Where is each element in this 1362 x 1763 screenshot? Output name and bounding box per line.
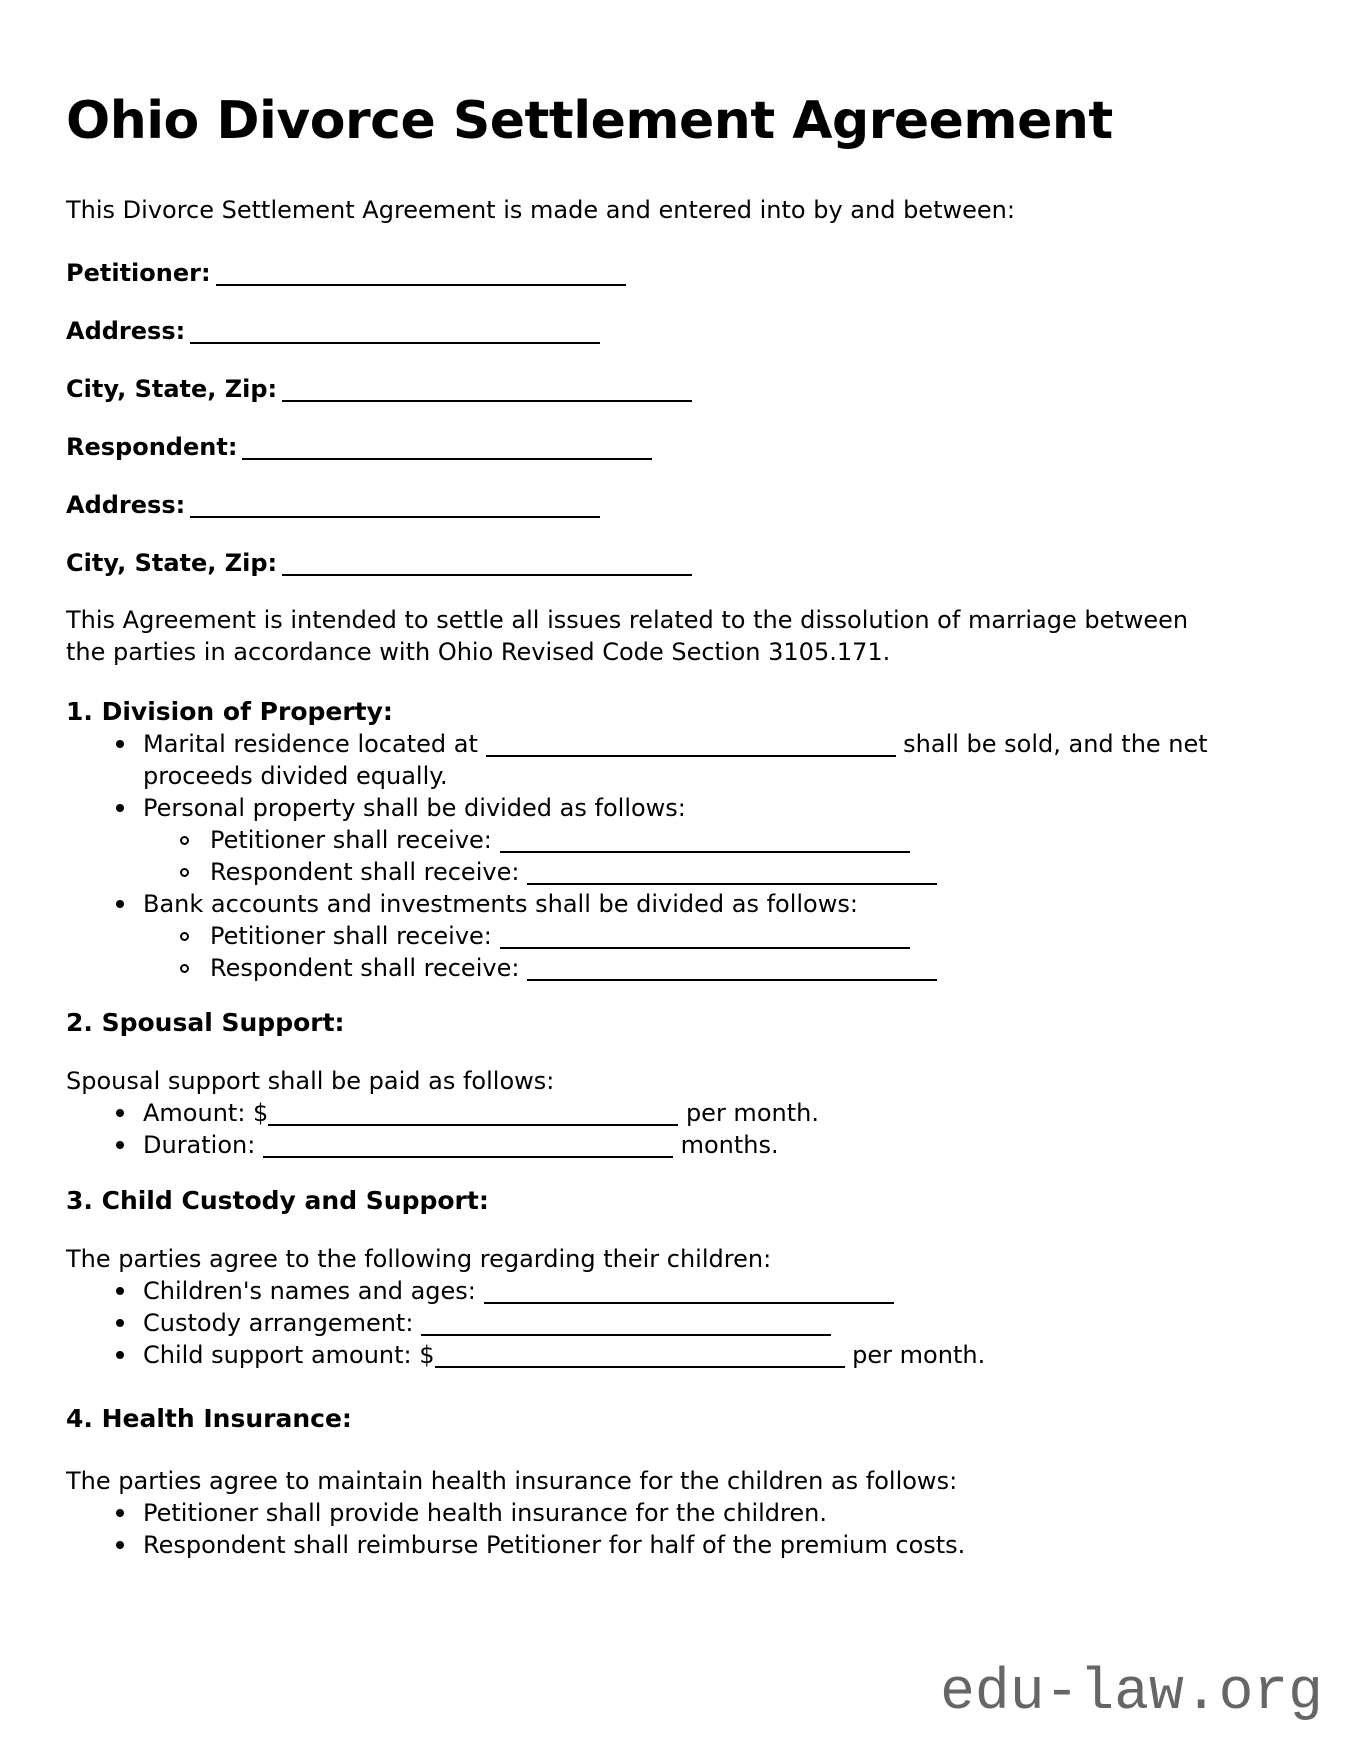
section-heading-division-of-property: 1. Division of Property: [66, 697, 393, 726]
personal-respondent-label: Respondent shall receive: [210, 858, 520, 886]
bullet-health-petitioner: Petitioner shall provide health insurance for the children. [66, 1497, 1277, 1529]
section-heading-child-custody: 3. Child Custody and Support: [66, 1186, 489, 1215]
amount-blank-line [268, 1098, 678, 1126]
page-title: Ohio Divorce Settlement Agreement [66, 91, 1113, 151]
child-support-blank-line [435, 1340, 845, 1368]
health-list [66, 1497, 1277, 1561]
marital-post-text: shall be sold, and the net proceeds divided equally. [143, 730, 1208, 790]
amount-label: Amount: $ [143, 1099, 269, 1127]
custody-list [66, 1275, 1277, 1371]
bullet-marital-residence [66, 728, 1277, 792]
intro-paragraph: This Divorce Settlement Agreement is made and entered into by and between: [66, 196, 1015, 224]
field-respondent [66, 431, 1277, 463]
marital-residence-blank-line [486, 729, 896, 757]
bank-petitioner-blank-line [500, 921, 910, 949]
personal-respondent-blank-line [527, 857, 937, 885]
petitioner-address-blank-line [190, 316, 600, 344]
field-label-respondent: Respondent: [66, 433, 238, 461]
duration-label: Duration: [143, 1131, 256, 1159]
duration-blank-line [263, 1130, 673, 1158]
duration-suffix: months. [680, 1131, 779, 1159]
petitioner-blank-line [216, 258, 626, 286]
custody-lead-paragraph: The parties agree to the following regarding their children: [66, 1245, 772, 1273]
bullet-custody-arrangement [66, 1307, 1277, 1339]
custody-arrangement-label: Custody arrangement: [143, 1309, 414, 1337]
section-heading-health-insurance: 4. Health Insurance: [66, 1404, 352, 1433]
property-list [66, 728, 1277, 984]
field-label-petitioner: Petitioner: [66, 259, 211, 287]
field-petitioner-city-state-zip [66, 373, 1277, 405]
health-lead-paragraph: The parties agree to maintain health insurance for the children as follows: [66, 1467, 958, 1495]
respondent-blank-line [242, 432, 652, 460]
sub-bullet-bank-respondent [66, 952, 1277, 984]
bank-respondent-blank-line [527, 953, 937, 981]
bullet-health-respondent: Respondent shall reimburse Petitioner for half of the premium costs. [66, 1529, 1277, 1561]
respondent-address-blank-line [190, 490, 600, 518]
amount-suffix: per month. [685, 1099, 819, 1127]
custody-arrangement-blank-line [421, 1308, 831, 1336]
spousal-lead-paragraph: Spousal support shall be paid as follows: [66, 1067, 555, 1095]
field-petitioner [66, 257, 1277, 289]
personal-petitioner-label: Petitioner shall receive: [210, 826, 492, 854]
field-label-city-state-zip-2: City, State, Zip: [66, 549, 278, 577]
children-names-blank-line [484, 1276, 894, 1304]
bullet-spousal-duration [66, 1129, 1277, 1161]
respondent-city-blank-line [282, 548, 692, 576]
personal-property-text: Personal property shall be divided as follows: [143, 794, 686, 822]
document-page [66, 0, 1277, 1561]
bullet-personal-property [66, 792, 1277, 824]
petitioner-city-blank-line [282, 374, 692, 402]
spousal-list [66, 1097, 1277, 1161]
field-respondent-city-state-zip [66, 547, 1277, 579]
bullet-child-support [66, 1339, 1277, 1371]
section-heading-spousal-support: 2. Spousal Support: [66, 1008, 345, 1037]
bank-accounts-text: Bank accounts and investments shall be divided as follows: [143, 890, 858, 918]
bullet-bank-accounts [66, 888, 1277, 920]
child-support-suffix: per month. [852, 1341, 986, 1369]
children-names-label: Children's names and ages: [143, 1277, 476, 1305]
sub-bullet-personal-respondent [66, 856, 1277, 888]
bank-respondent-label: Respondent shall receive: [210, 954, 520, 982]
field-label-address-2: Address: [66, 491, 186, 519]
field-respondent-address [66, 489, 1277, 521]
personal-petitioner-blank-line [500, 825, 910, 853]
field-label-city-state-zip: City, State, Zip: [66, 375, 278, 403]
sub-bullet-personal-petitioner [66, 824, 1277, 856]
bullet-spousal-amount [66, 1097, 1277, 1129]
recital-paragraph: This Agreement is intended to settle all issues related to the dissolution of marriage between the parties in accordance with Ohio Revised Code Section 3105.171. [66, 606, 1189, 666]
field-label-address: Address: [66, 317, 186, 345]
bullet-children-names [66, 1275, 1277, 1307]
field-petitioner-address [66, 315, 1277, 347]
child-support-label: Child support amount: $ [143, 1341, 435, 1369]
sub-bullet-bank-petitioner [66, 920, 1277, 952]
watermark-edu-law: edu-law.org [940, 1661, 1323, 1726]
party-fields [66, 257, 1277, 579]
bank-petitioner-label: Petitioner shall receive: [210, 922, 492, 950]
marital-pre-text: Marital residence located at [143, 730, 478, 758]
